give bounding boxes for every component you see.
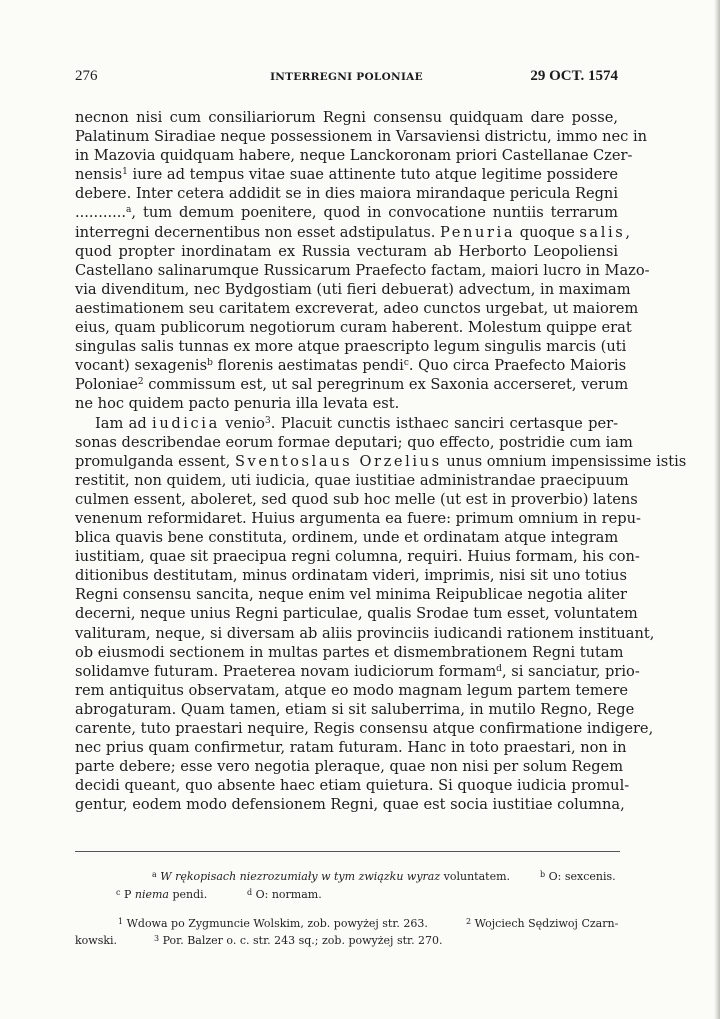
text-line: decidi queant, quo absente haec etiam quietura. Si quoque iudicia promul- xyxy=(75,777,630,795)
footnote-ref: d xyxy=(496,663,502,674)
text-line: promulganda essent, Sventoslaus Orzelius unus omnium impensissime istis xyxy=(75,452,687,470)
text-line: Iam ad iudicia venio$^3$. Placuit cunctis isthaec sanciri certasque per- xyxy=(95,414,619,432)
footnote-divider xyxy=(75,851,620,852)
text-line: parte debere; esse vero negotia pleraque, quae non nisi per solum Regem xyxy=(75,758,624,776)
footnote-c: $^c$ P niema pendi. xyxy=(116,888,208,901)
text-line: nensis$^1$ iure ad tempus vitae suae attinente tuto atque legitime possidere xyxy=(75,166,618,184)
text-line: valituram, neque, si diversam ab aliis provinciis iudicandi rationem instituant, xyxy=(75,624,655,642)
text-line: rem antiquitus observatam, atque eo modo magnam legum partem temere xyxy=(75,681,628,699)
text-line: aestimationem seu caritatem excreverat, adeo cunctos urgebat, ut maiorem xyxy=(75,299,639,317)
text-line: ...........$^a$, tum demum poenitere, quod in convocatione nuntiis terrarum xyxy=(75,204,618,222)
footnote-3: $^3$ Por. Balzer o. c. str. 243 sq.; zob. powyżej str. 270. xyxy=(154,934,443,947)
footnote-ref: c xyxy=(403,358,409,369)
footnote-ref: a xyxy=(126,205,132,216)
footnote-2: $^2$ Wojciech Sędziwoj Czarn- xyxy=(466,917,619,930)
text-line: carente, tuto praestari nequire, Regis consensu atque confirmatione indigere, xyxy=(75,720,654,737)
header-date: 29 OCT. 1574 xyxy=(530,68,618,84)
text-line: venenum reformidaret. Huius argumenta ea fuere: primum omnium in repu- xyxy=(75,509,641,527)
text-line: Palatinum Siradiae neque possessionem in Varsaviensi districtu, immo nec in xyxy=(75,128,648,146)
spaced-term: salis xyxy=(579,223,626,241)
spaced-term: Penuria xyxy=(440,223,516,241)
footnote-ref: 3 xyxy=(264,415,271,426)
text-line: in Mazovia quidquam habere, neque Lanckoronam priori Castellanae Czer- xyxy=(75,147,633,165)
text-line: interregni decernentibus non esset adstipulatus. Penuria quoque salis, xyxy=(75,223,630,241)
text-line: via divenditum, nec Bydgostiam (uti fieri debuerat) advectum, in maximam xyxy=(75,280,631,298)
spaced-term: iudicia xyxy=(152,414,220,432)
text-line: solidamve futuram. Praeterea novam iudiciorum formam$^d$, si sanciatur, prio- xyxy=(75,662,640,680)
text-line: Poloniae$^2$ commissum est, ut sal peregrinum ex Saxonia accerseret, verum xyxy=(75,376,629,394)
text-line: quod propter inordinatam ex Russia vecturam ab Herborto Leopoliensi xyxy=(75,242,618,260)
page-edge-shadow xyxy=(714,0,720,1019)
text-line: necnon nisi cum consiliariorum Regni consensu quidquam dare posse, xyxy=(75,109,618,126)
text-line: nec prius quam confirmetur, ratam futuram. Hanc in toto praestari, non in xyxy=(75,739,627,757)
text-line: ditionibus destitutam, minus ordinatam videri, imprimis, nisi sit uno totius xyxy=(75,567,627,585)
text-line: restitit, non quidem, uti iudicia, quae iustitiae administrandae praecipuum xyxy=(75,471,629,489)
text-line: decerni, neque unius Regni particulae, qualis Srodae tum esset, voluntatem xyxy=(75,605,638,623)
footnote-ref: 2 xyxy=(137,377,144,388)
footnote-2-continued: kowski. xyxy=(75,934,118,947)
main-text xyxy=(75,108,687,814)
text-line: iustitiam, quae sit praecipua regni columna, requiri. Huius formam, his con- xyxy=(75,548,640,566)
page-number: 276 xyxy=(75,68,98,84)
text-line: culmen essent, aboleret, sed quod sub hoc melle (ut est in proverbio) latens xyxy=(75,490,638,508)
text-line: ne hoc quidem pacto penuria illa levata est. xyxy=(75,395,400,413)
running-title: INTERREGNI POLONIAE xyxy=(270,71,423,83)
text-line: gentur, eodem modo defensionem Regni, quae est socia iustitiae columna, xyxy=(75,796,625,814)
text-line: blica quavis bene constituta, ordinem, unde et ordinatam atque integram xyxy=(75,529,619,547)
text-line: debere. Inter cetera addidit se in dies maiora mirandaque pericula Regni xyxy=(75,185,618,203)
text-line: Regni consensu sancita, neque enim vel minima Reipublicae negotia aliter xyxy=(75,586,627,604)
footnote-a: $^a$ W rękopisach niezrozumiały w tym związku wyraz voluntatem. xyxy=(152,870,511,883)
footnote-1: $^1$ Wdowa po Zygmuncie Wolskim, zob. powyżej str. 263. xyxy=(118,917,428,930)
footnote-ref: b xyxy=(207,358,213,369)
spaced-term: Sventoslaus Orzelius xyxy=(234,452,442,470)
page-header xyxy=(75,68,618,88)
text-line: eius, quam publicorum negotiorum curam haberent. Molestum quippe erat xyxy=(75,319,632,337)
text-line: Castellano salinarumque Russicarum Praefecto factam, maiori lucro in Mazo- xyxy=(75,261,650,279)
footnote-d: $^d$ O: normam. xyxy=(247,888,322,901)
footnote-b: $^b$ O: sexcenis. xyxy=(540,870,616,883)
text-line: sonas describendae eorum formae deputari; quo effecto, postridie cum iam xyxy=(75,433,633,451)
text-line: singulas salis tunnas ex more atque praescripto legum singulis marcis (uti xyxy=(75,338,627,356)
footnote-ref: 1 xyxy=(122,167,128,178)
text-line: ob eiusmodi sectionem in multas partes et dismembrationem Regni tutam xyxy=(75,643,624,661)
text-line: vocant) sexagenis$^b$ florenis aestimatas pendi$^c$. Quo circa Praefecto Maioris xyxy=(75,357,627,375)
text-line: abrogaturam. Quam tamen, etiam si sit saluberrima, in mutilo Regno, Rege xyxy=(75,700,635,718)
